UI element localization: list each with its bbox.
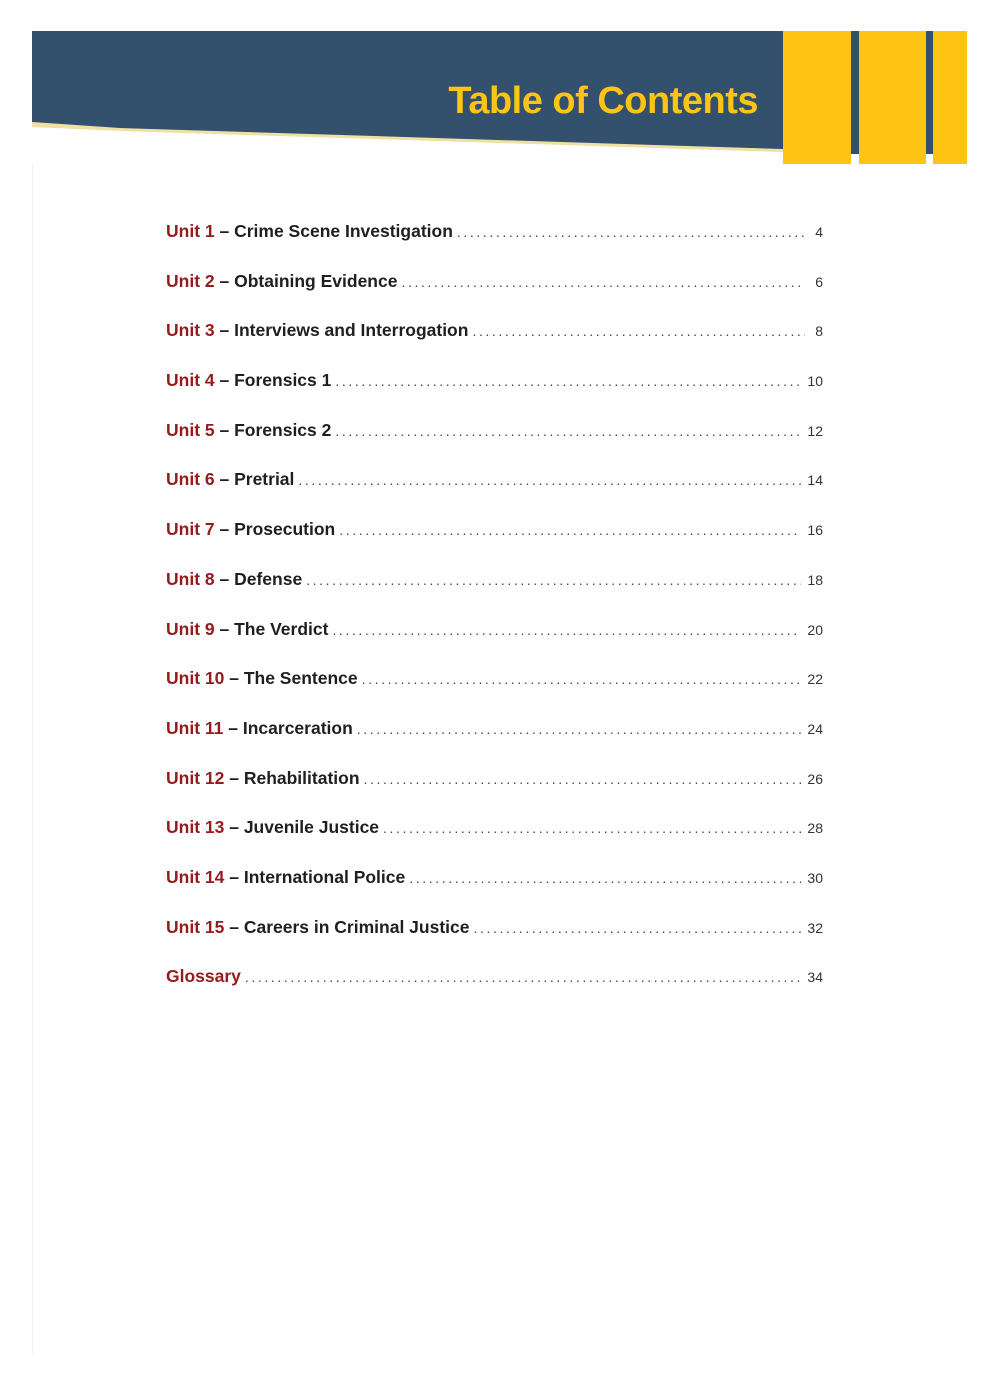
toc-entry-label [166,320,468,341]
toc-entry-label [166,221,453,242]
toc-unit-number: Unit 7 [166,519,215,540]
toc-page-number: 32 [807,919,823,936]
toc-unit-title: – Juvenile Justice [229,817,380,838]
toc-page-number: 6 [815,273,823,290]
dot-leader [364,771,802,787]
toc-unit-number: Unit 14 [166,866,225,887]
dot-leader [339,522,801,538]
table-of-contents [166,221,823,1016]
toc-page-number: 28 [807,820,823,837]
dot-leader [457,224,805,240]
accent-bar-2 [859,31,926,164]
toc-page-number: 14 [807,472,823,489]
dot-leader [357,721,802,737]
toc-unit-number: Unit 3 [166,320,215,341]
toc-entry-label [166,420,331,441]
dot-leader [401,274,805,290]
toc-unit-number: Glossary [166,966,241,987]
toc-entry[interactable] [166,320,823,370]
toc-page-number: 20 [807,621,823,638]
toc-unit-number: Unit 2 [166,270,215,291]
page-title: Table of Contents [448,80,758,122]
toc-entry[interactable] [166,718,823,768]
toc-unit-title: – Forensics 2 [219,419,332,440]
toc-entry[interactable] [166,271,823,321]
toc-unit-title: – International Police [229,866,406,887]
dot-leader [383,820,801,836]
toc-entry[interactable] [166,519,823,569]
toc-entry[interactable] [166,619,823,669]
dot-leader [472,323,805,339]
toc-unit-number: Unit 4 [166,370,215,391]
toc-unit-title: – Prosecution [219,519,336,540]
toc-unit-number: Unit 10 [166,668,225,689]
toc-unit-number: Unit 6 [166,469,215,490]
dot-leader [332,622,801,638]
dot-leader [335,423,801,439]
toc-unit-title: – Crime Scene Investigation [219,221,453,241]
dot-leader [409,870,801,886]
toc-unit-number: Unit 9 [166,618,215,639]
toc-unit-title: – Pretrial [219,469,295,490]
toc-entry-label [166,271,397,292]
toc-entry[interactable] [166,370,823,420]
dot-leader [245,969,802,985]
toc-entry[interactable] [166,966,823,1016]
toc-unit-number: Unit 11 [166,717,224,738]
toc-unit-title: – Interviews and Interrogation [219,320,469,341]
accent-bar-1 [783,31,851,164]
toc-entry-label [166,917,469,938]
toc-unit-title: – Obtaining Evidence [219,270,398,291]
dot-leader [473,920,801,936]
toc-page-number: 22 [807,671,823,688]
toc-unit-number: Unit 5 [166,419,215,440]
toc-entry[interactable] [166,917,823,967]
toc-unit-title: – Careers in Criminal Justice [229,916,470,937]
toc-unit-title: – The Sentence [229,668,358,689]
toc-entry-label [166,569,302,590]
accent-bar-3 [933,31,967,164]
toc-page-number: 18 [807,571,823,588]
toc-entry-label [166,668,358,689]
toc-unit-number: Unit 13 [166,817,225,838]
toc-entry-label [166,619,328,640]
toc-unit-number: Unit 8 [166,568,215,589]
toc-entry[interactable] [166,768,823,818]
page-edge-line [32,164,33,1354]
toc-page-number: 12 [807,422,823,439]
toc-page-number: 34 [807,969,823,986]
toc-page-number: 26 [807,770,823,787]
toc-unit-title: – The Verdict [219,618,329,639]
dot-leader [298,472,801,488]
dot-leader [306,572,801,588]
toc-entry-label [166,966,241,987]
toc-page-number: 8 [815,323,823,340]
toc-entry-label [166,867,405,888]
toc-entry-label [166,718,353,739]
toc-unit-title: – Incarceration [228,717,353,738]
toc-unit-number: Unit 1 [166,221,215,241]
dot-leader [362,671,802,687]
toc-unit-title: – Forensics 1 [219,370,332,391]
dot-leader [335,373,801,389]
toc-page-number: 10 [807,373,823,390]
toc-unit-title: – Rehabilitation [229,767,360,788]
toc-entry[interactable] [166,817,823,867]
toc-entry-label [166,370,331,391]
toc-entry-label [166,519,335,540]
toc-entry[interactable] [166,420,823,470]
header-banner [0,0,1000,170]
toc-page-number: 16 [807,522,823,539]
toc-entry[interactable] [166,221,823,271]
toc-unit-title: – Defense [219,568,303,589]
toc-page-number: 30 [807,869,823,886]
toc-unit-number: Unit 12 [166,767,225,788]
toc-page-number: 24 [807,720,823,737]
toc-page-number: 4 [815,224,823,240]
toc-entry[interactable] [166,668,823,718]
toc-unit-number: Unit 15 [166,916,225,937]
toc-entry[interactable] [166,867,823,917]
toc-entry[interactable] [166,569,823,619]
toc-entry-label [166,469,294,490]
toc-entry-label [166,817,379,838]
toc-entry[interactable] [166,469,823,519]
toc-entry-label [166,768,360,789]
